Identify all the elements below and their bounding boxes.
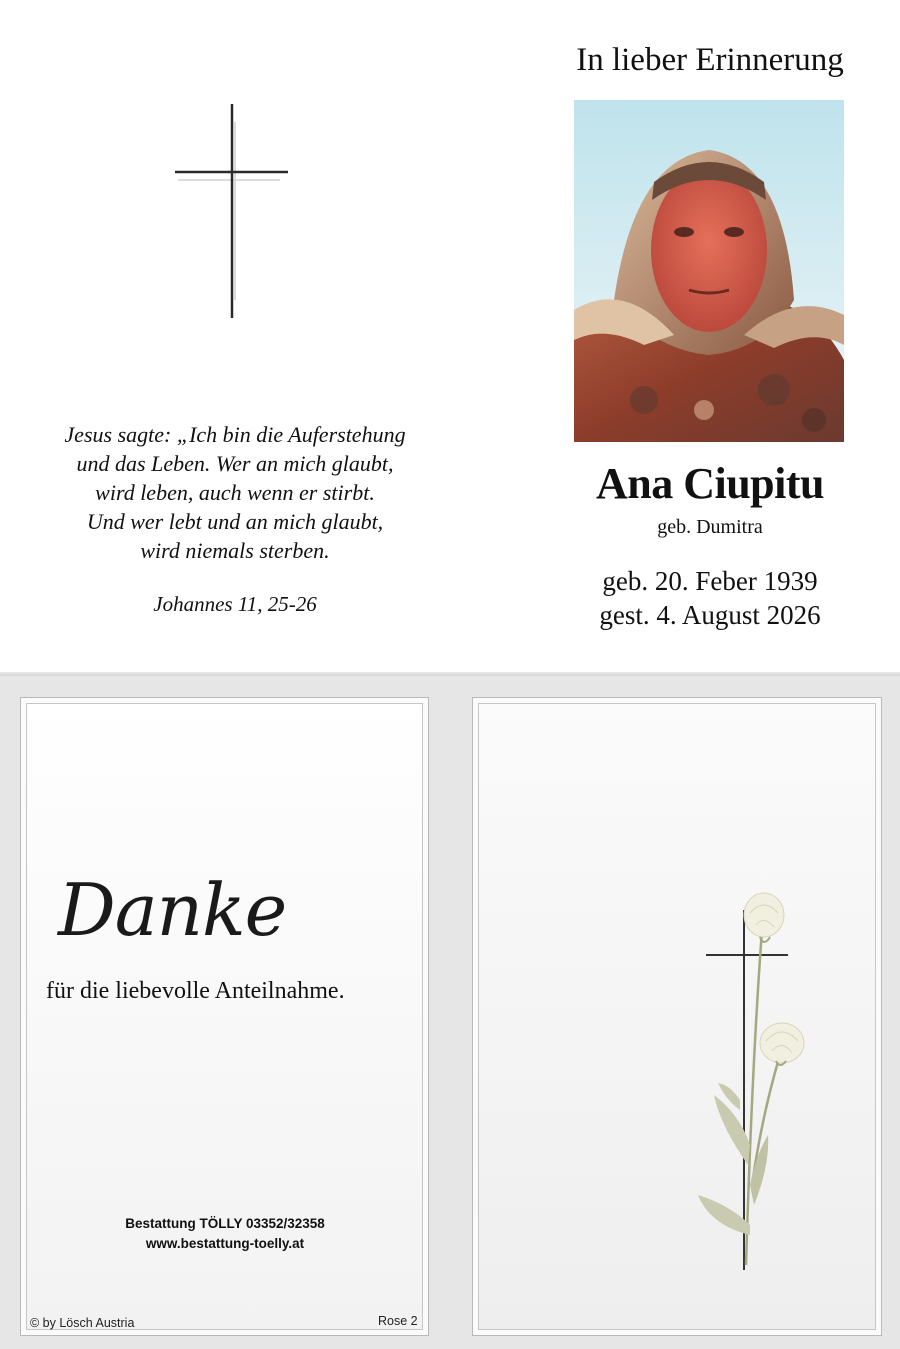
undertaker-website: www.bestattung-toelly.at (145, 1236, 305, 1251)
verse-line: wird niemals sterben. (140, 538, 330, 563)
memorial-heading: In lieber Erinnerung (576, 42, 844, 78)
verse-line: wird leben, auch wenn er stirbt. (95, 480, 375, 505)
bible-verse (20, 420, 450, 565)
verse-line: Jesus sagte: „Ich bin die Auferstehung (64, 422, 406, 447)
verse-line: und das Leben. Wer an mich glaubt, (76, 451, 394, 476)
design-code: Rose 2 (378, 1314, 418, 1328)
birth-date: geb. 20. Feber 1939 (602, 566, 818, 596)
portrait-photo (574, 100, 844, 442)
copyright-notice: © by Lösch Austria (30, 1316, 135, 1330)
rose-card (472, 697, 882, 1336)
thanks-line: für die liebevolle Anteilnahme. (46, 978, 345, 1004)
cross-icon (172, 100, 292, 320)
death-date: gest. 4. August 2026 (599, 600, 821, 630)
deceased-name: Ana Ciupitu (595, 459, 825, 508)
verse-line: Und wer lebt und an mich glaubt, (86, 509, 384, 534)
maiden-name: geb. Dumitra (657, 516, 763, 538)
verse-reference: Johannes 11, 25-26 (153, 592, 317, 616)
thanks-word: Danke (58, 868, 287, 952)
rose-cross-illustration (690, 885, 810, 1275)
undertaker-contact: Bestattung TÖLLY 03352/32358 (125, 1216, 325, 1231)
